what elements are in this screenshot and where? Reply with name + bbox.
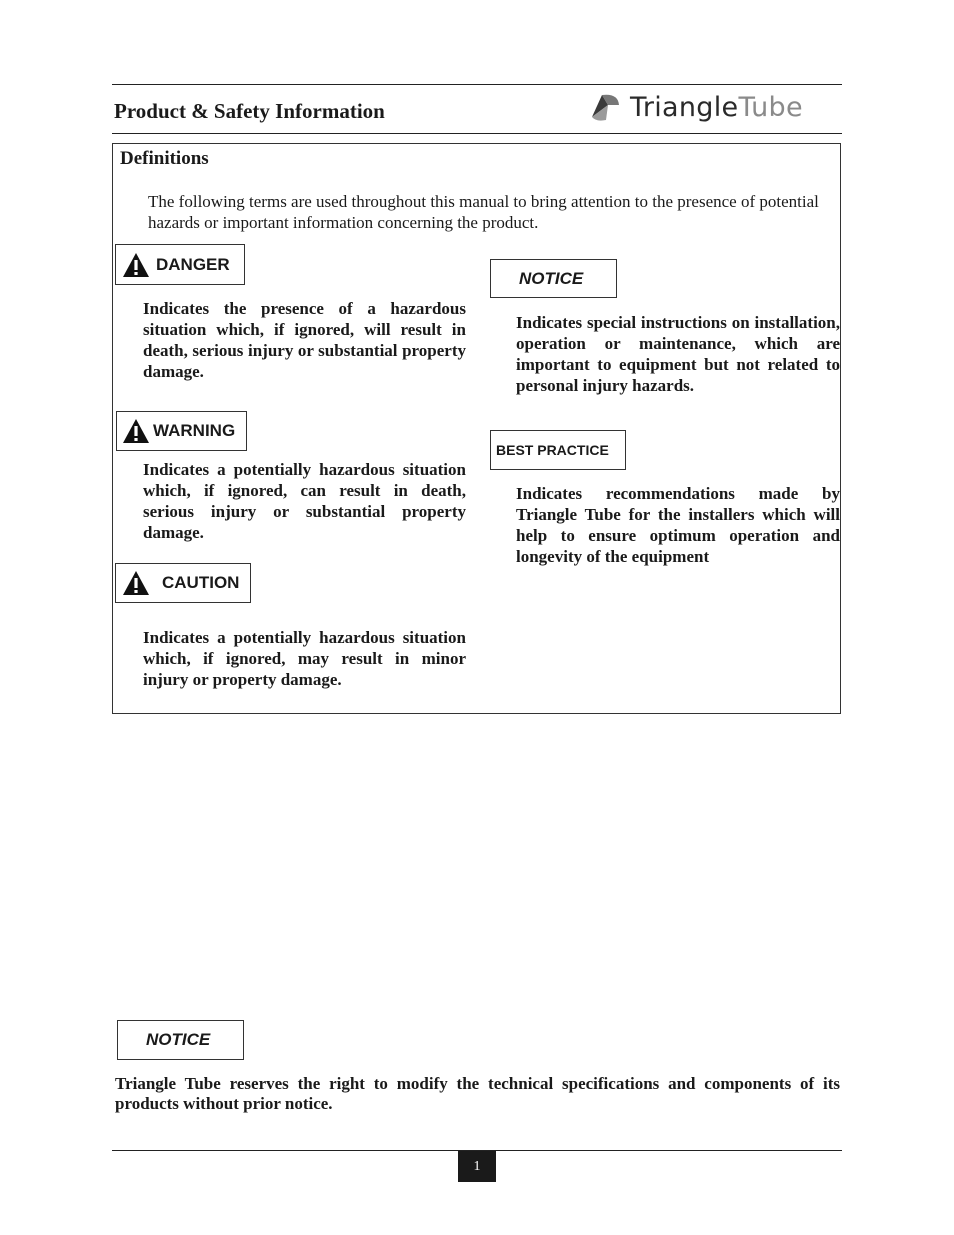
page-title: Product & Safety Information bbox=[114, 99, 385, 123]
bottom-notice-label-text: NOTICE bbox=[146, 1030, 211, 1049]
warning-triangle-icon bbox=[122, 570, 150, 596]
logo-word-triangle: Triangle bbox=[630, 91, 739, 123]
warning-label-text: WARNING bbox=[153, 421, 236, 440]
warning-triangle-icon bbox=[122, 252, 150, 278]
danger-description: Indicates the presence of a hazardous situation which, if ignored, will result in death, serious injury or substantial property damage. bbox=[143, 299, 466, 381]
caution-label-text: CAUTION bbox=[162, 573, 240, 592]
definitions-intro: The following terms are used throughout this manual to bring attention to the presence of potential hazards or important information concerning the product. bbox=[148, 192, 819, 232]
danger-label-text: DANGER bbox=[156, 254, 230, 274]
warning-label bbox=[116, 411, 247, 451]
logo-word-tube: Tube bbox=[738, 91, 803, 123]
best-practice-description: Indicates recommendations made by Triangle Tube for the installers which will help to ensure optimum operation and longevity of the equipment bbox=[516, 484, 840, 566]
logo-mark-icon bbox=[588, 91, 622, 123]
notice-label bbox=[490, 259, 617, 298]
triangle-tube-logo bbox=[588, 90, 838, 124]
bottom-notice-label bbox=[117, 1020, 244, 1060]
header-top-rule bbox=[112, 84, 842, 85]
notice-label-text: NOTICE bbox=[519, 268, 584, 288]
warning-triangle-icon bbox=[122, 418, 150, 444]
page-number: 1 bbox=[458, 1151, 496, 1182]
header-bottom-rule bbox=[112, 133, 842, 134]
danger-label bbox=[115, 244, 245, 285]
caution-description: Indicates a potentially hazardous situation which, if ignored, may result in minor injury or property damage. bbox=[143, 628, 466, 689]
best-practice-label-text: BEST PRACTICE bbox=[496, 442, 609, 458]
definitions-heading: Definitions bbox=[120, 148, 209, 169]
notice-description: Indicates special instructions on installation, operation or maintenance, which are important to equipment but not related to personal injury hazards. bbox=[516, 313, 840, 395]
warning-description: Indicates a potentially hazardous situation which, if ignored, can result in death, serious injury or substantial property damage. bbox=[143, 460, 466, 542]
best-practice-label bbox=[490, 430, 626, 470]
caution-label bbox=[115, 563, 251, 603]
logo-wordmark bbox=[630, 92, 803, 123]
bottom-notice-text: Triangle Tube reserves the right to modify the technical specifications and components of its products without prior notice. bbox=[115, 1074, 840, 1113]
